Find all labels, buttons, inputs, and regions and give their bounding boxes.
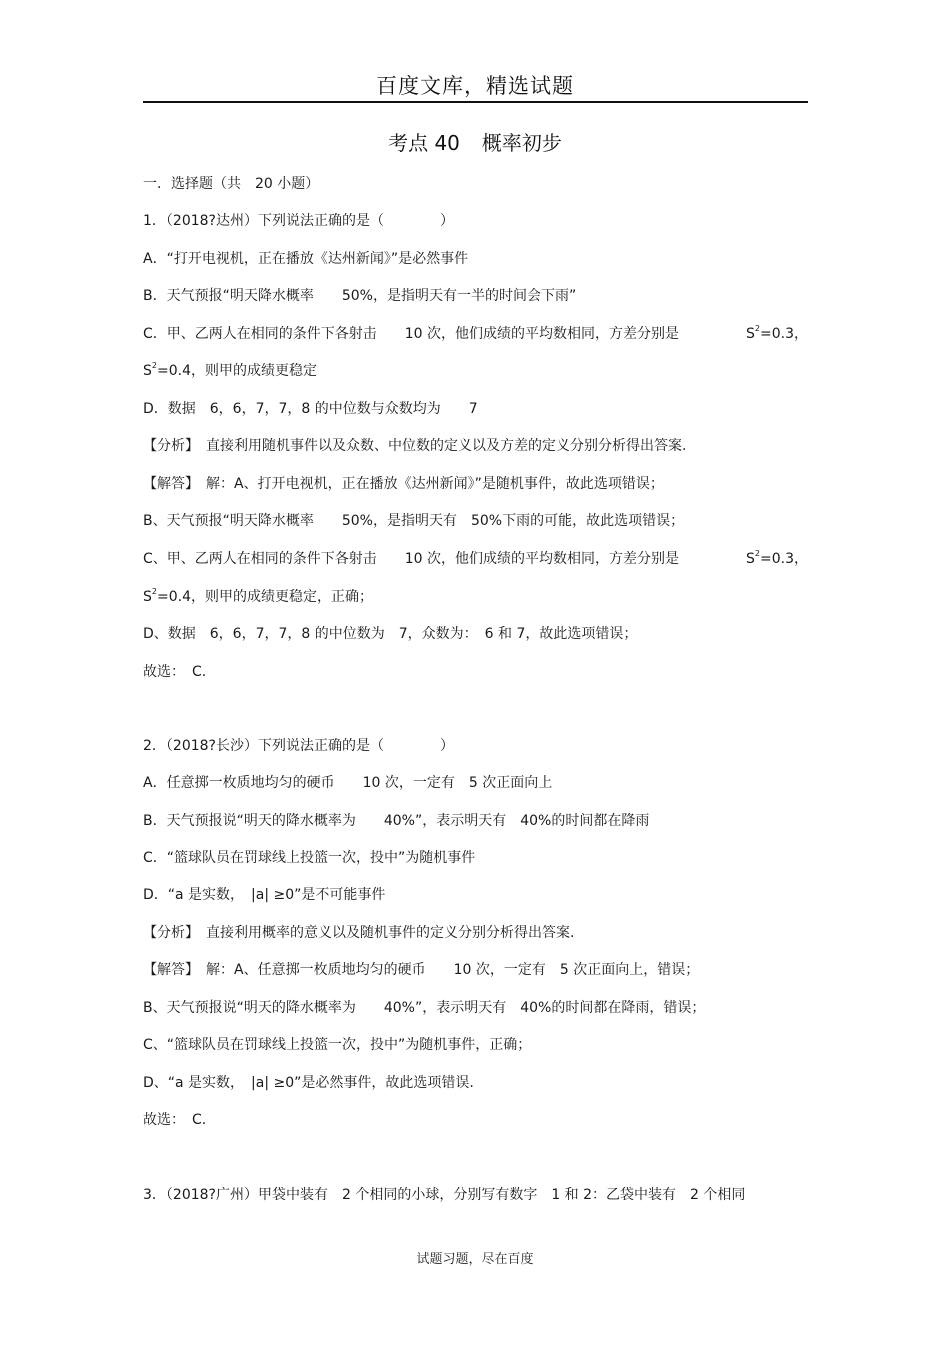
q1-solution-b: B、天气预报“明天降水概率 50%，是指明天有 50%下雨的可能，故此选项错误； (143, 513, 685, 529)
document-title (0, 127, 950, 156)
q1-solution-c-variance: $S^2=0.3$， (746, 549, 808, 567)
title-main: 概率初步 (481, 131, 562, 155)
q3-stem: 3．（2018?广州）甲袋中装有 2 个相同的小球，分别写有数字 1 和 2：乙袋中装有 2 个相同 (143, 1187, 746, 1203)
q2-option-c: C．“篮球队员在罚球线上投篮一次，投中”为随机事件 (143, 850, 476, 866)
header-divider (143, 101, 808, 103)
q1-option-d: D．数据 6，6，7，7，8 的中位数与众数均为 7 (143, 401, 478, 417)
page-footer: 试题习题，尽在百度 (416, 1252, 534, 1267)
q1-solution-c-cont: $S^2=0.4$，则甲的成绩更稳定，正确； (143, 587, 373, 605)
q2-option-b: B．天气预报说“明天的降水概率为 40%”，表示明天有 40%的时间都在降雨 (143, 813, 650, 829)
section-heading: 一．选择题（共 20 小题） (143, 176, 320, 192)
q2-stem: 2．（2018?长沙）下列说法正确的是（ ） (143, 738, 454, 754)
q1-option-c-cont: $S^2=0.4$，则甲的成绩更稳定 (143, 361, 317, 379)
q1-solution: 【解答】 解：A、打开电视机，正在播放《达州新闻》”是随机事件，故此选项错误； (143, 476, 664, 492)
q2-solution-c: C、“篮球队员在罚球线上投篮一次，投中”为随机事件，正确； (143, 1037, 532, 1053)
q1-solution-c (143, 549, 808, 569)
q1-analysis: 【分析】 直接利用随机事件以及众数、中位数的定义以及方差的定义分别分析得出答案. (143, 438, 687, 454)
q2-solution-d: D、“a 是实数， |a| ≥0”是必然事件，故此选项错误. (143, 1075, 474, 1091)
q1-option-c-variance: $S^2=0.3$， (746, 324, 808, 342)
title-prefix: 考点 40 (388, 131, 460, 155)
q2-option-d: D．“a 是实数， |a| ≥0”是不可能事件 (143, 887, 386, 903)
q1-stem: 1．（2018?达州）下列说法正确的是（ ） (143, 213, 454, 229)
q2-solution-b: B、天气预报说“明天的降水概率为 40%”，表示明天有 40%的时间都在降雨，错误； (143, 1000, 706, 1016)
q1-option-c (143, 324, 808, 344)
q1-answer: 故选： C. (143, 664, 207, 680)
q1-option-a: A．“打开电视机，正在播放《达州新闻》”是必然事件 (143, 251, 469, 267)
q1-solution-d: D、数据 6，6，7，7，8 的中位数为 7，众数为： 6 和 7，故此选项错误； (143, 626, 638, 642)
q1-option-b: B．天气预报“明天降水概率 50%，是指明天有一半的时间会下雨” (143, 288, 577, 304)
q1-option-c-text: C．甲、乙两人在相同的条件下各射击 10 次，他们成绩的平均数相同，方差分别是 (143, 326, 680, 342)
q2-answer: 故选： C. (143, 1112, 207, 1128)
q2-analysis: 【分析】 直接利用概率的意义以及随机事件的定义分别分析得出答案. (143, 925, 575, 941)
q2-solution: 【解答】 解：A、任意掷一枚质地均匀的硬币 10 次，一定有 5 次正面向上，错误； (143, 962, 700, 978)
header-title: 百度文库，精选试题 (376, 74, 574, 98)
q1-solution-c-text: C、甲、乙两人在相同的条件下各射击 10 次，他们成绩的平均数相同，方差分别是 (143, 551, 680, 567)
q2-option-a: A．任意掷一枚质地均匀的硬币 10 次，一定有 5 次正面向上 (143, 775, 553, 791)
